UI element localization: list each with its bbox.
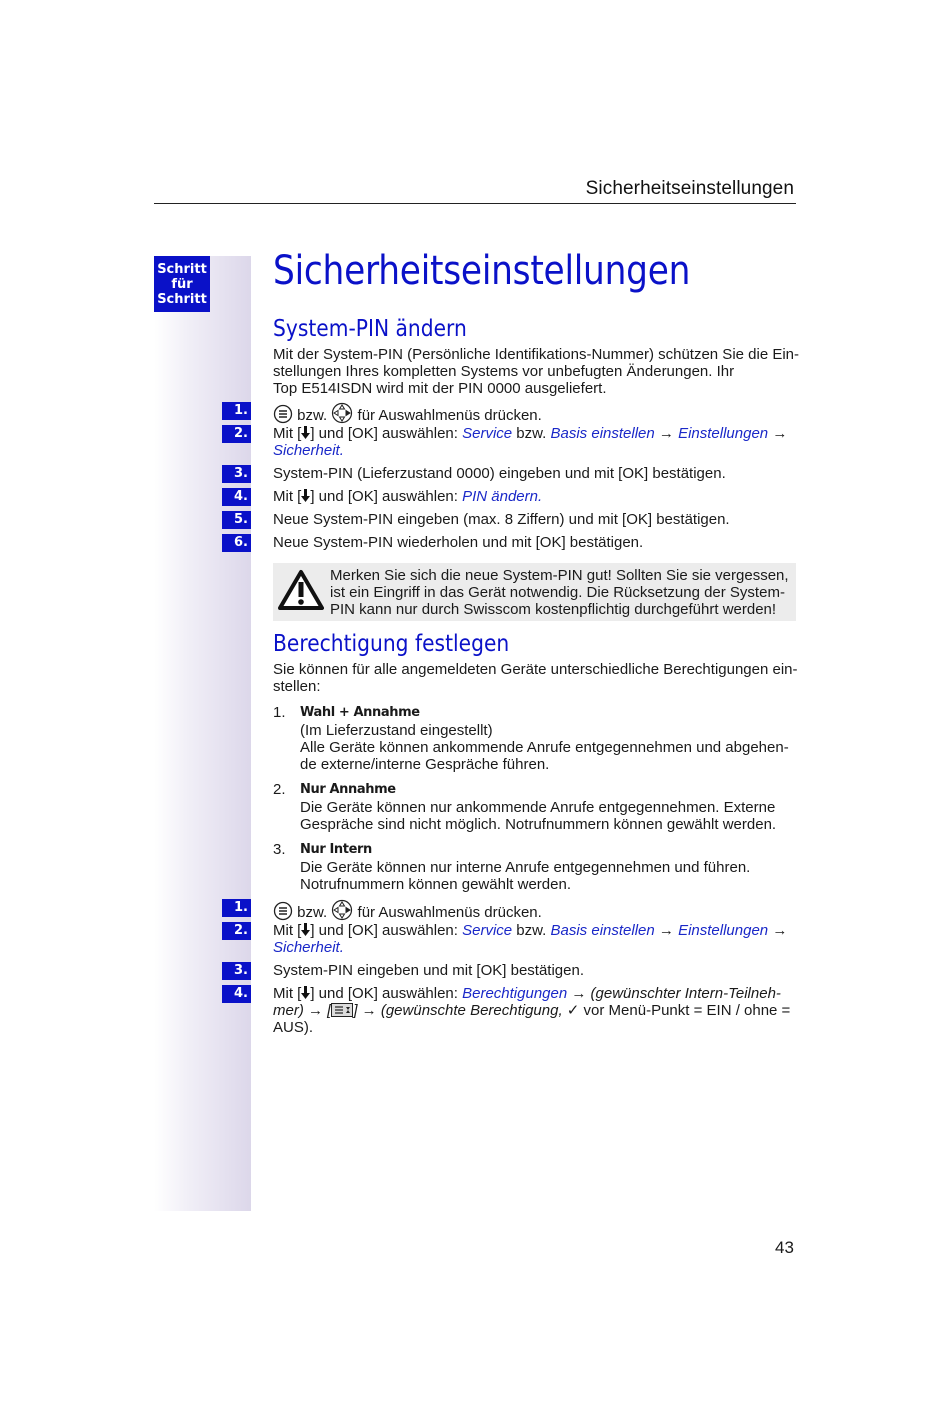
step-text: AUS).: [273, 1019, 314, 1036]
intro-line: stellungen Ihres kompletten Systems vor unbefugten Änderungen. Ihr: [273, 363, 735, 380]
step-number: 1.: [222, 899, 251, 917]
menu-link: Basis einstellen: [550, 922, 655, 939]
sidebar: [154, 256, 251, 1211]
menu-key-icon: [273, 901, 293, 921]
step-text: bzw. für Auswahlmenüs drücken.: [273, 402, 542, 424]
step-number: 3.: [222, 465, 251, 483]
step-number: 1.: [222, 402, 251, 420]
menu-link: Einstellungen: [678, 425, 769, 442]
menu-link: Berechtigungen: [462, 985, 568, 1002]
running-header: Sicherheitseinstellungen: [585, 178, 794, 199]
arrow-down-icon: [301, 489, 310, 503]
list-item-title: Nur Intern: [300, 842, 372, 857]
step-number: 6.: [222, 534, 251, 552]
menu-link: Sicherheit.: [273, 442, 344, 459]
warning-box: [273, 563, 796, 621]
check-icon: ✓: [566, 1002, 580, 1019]
step-text: System-PIN eingeben und mit [OK] bestätigen.: [273, 962, 584, 979]
list-icon: [331, 1003, 353, 1017]
step-number: 4.: [222, 985, 251, 1003]
menu-link: Service: [462, 425, 513, 442]
step-number: 5.: [222, 511, 251, 529]
list-item: Nur Annahme Die Geräte können nur ankommende Anrufe entgegennehmen. Externe Gespräche sind nicht möglich. Notrufnummern können gewählt werden.: [300, 781, 800, 833]
warning-text: Merken Sie sich die neue System-PIN gut! Sollten Sie sie vergessen, ist ein Eingriff in das Gerät notwendig. Die Rücksetzung der System- PIN kann nur durch Swisscom kostenpflichtig durchgeführt werden!: [330, 567, 789, 618]
step-text: mer) → [ ] → (gewünschte Berechtigung, ✓ vor Menü-Punkt = EIN / ohne =: [273, 1002, 791, 1019]
menu-link: Sicherheit.: [273, 939, 344, 956]
arrow-down-icon: [301, 986, 310, 1000]
nav-key-icon: [331, 402, 353, 424]
intro-line: Top E514ISDN wird mit der PIN 0000 ausgeliefert.: [273, 380, 607, 397]
menu-key-icon: [273, 404, 293, 424]
header-rule: [154, 203, 796, 204]
list-item: Nur Intern Die Geräte können nur interne Anrufe entgegennehmen und führen. Notrufnummern können gewählt werden.: [300, 841, 800, 893]
list-number: 3.: [273, 841, 286, 858]
step-number: 2.: [222, 425, 251, 443]
step-text: Mit [ ] und [OK] auswählen: Service bzw. Basis einstellen → Einstellungen →: [273, 922, 788, 939]
list-number: 2.: [273, 781, 286, 798]
step-number: 2.: [222, 922, 251, 940]
warning-icon: [278, 569, 324, 611]
intro-line: Mit der System-PIN (Persönliche Identifikations-Nummer) schützen Sie die Ein-: [273, 346, 800, 363]
step-text: bzw. für Auswahlmenüs drücken.: [273, 899, 542, 921]
page-title: Sicherheitseinstellungen: [273, 248, 691, 294]
step-text: Neue System-PIN wiederholen und mit [OK] bestätigen.: [273, 534, 644, 551]
arrow-down-icon: [301, 923, 310, 937]
list-item-title: Nur Annahme: [300, 782, 396, 797]
step-by-step-badge: Schritt für Schritt: [154, 256, 210, 312]
page-number: 43: [775, 1238, 794, 1257]
menu-link: PIN ändern.: [462, 488, 543, 505]
step-text: Mit [ ] und [OK] auswählen: Service bzw. Basis einstellen → Einstellungen →: [273, 425, 788, 442]
step-text: Mit [ ] und [OK] auswählen: PIN ändern.: [273, 488, 543, 505]
step-number: 4.: [222, 488, 251, 506]
menu-link: Einstellungen: [678, 922, 769, 939]
step-text: Neue System-PIN eingeben (max. 8 Ziffern) und mit [OK] bestätigen.: [273, 511, 730, 528]
step-text: System-PIN (Lieferzustand 0000) eingeben und mit [OK] bestätigen.: [273, 465, 726, 482]
list-number: 1.: [273, 704, 286, 721]
list-item-title: Wahl + Annahme: [300, 705, 420, 720]
section-heading-permissions: Berechtigung festlegen: [273, 631, 510, 657]
section-heading-pin: System-PIN ändern: [273, 316, 467, 342]
step-text: Mit [ ] und [OK] auswählen: Berechtigungen → (gewünschter Intern-Teilneh-: [273, 985, 781, 1002]
menu-link: Basis einstellen: [550, 425, 655, 442]
intro-line: Sie können für alle angemeldeten Geräte unterschiedliche Berechtigungen ein-: [273, 661, 798, 678]
list-item: Wahl + Annahme (Im Lieferzustand eingestellt) Alle Geräte können ankommende Anrufe entgegennehmen und abgehen- de externe/interne Gespräche führen.: [300, 704, 800, 773]
intro-line: stellen:: [273, 678, 321, 695]
arrow-down-icon: [301, 426, 310, 440]
nav-key-icon: [331, 899, 353, 921]
step-number: 3.: [222, 962, 251, 980]
menu-link: Service: [462, 922, 513, 939]
